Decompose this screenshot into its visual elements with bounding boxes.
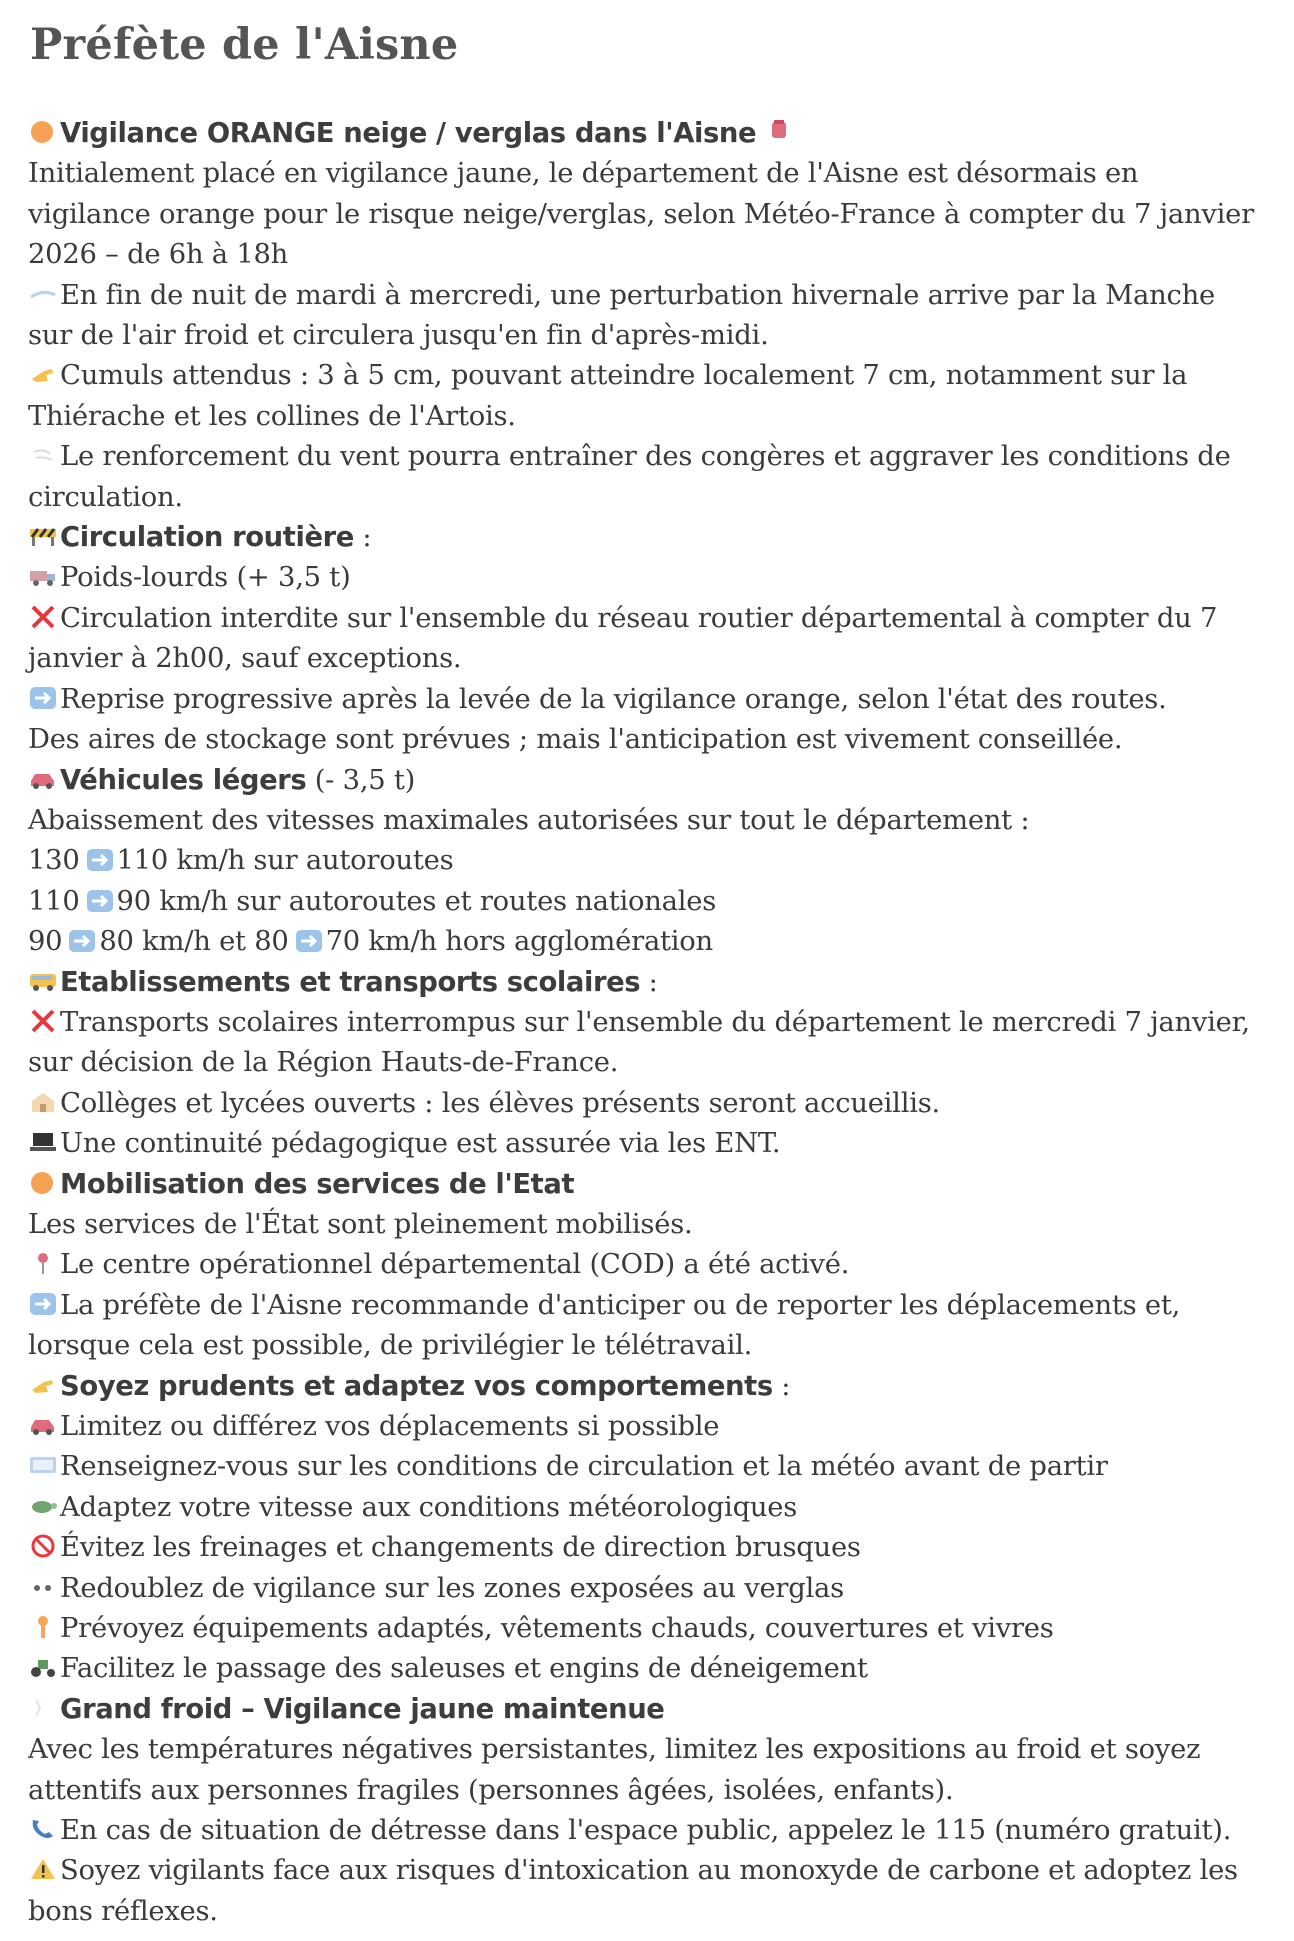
- pointing-hand-icon: [28, 361, 58, 387]
- paragraph-wind: Le renforcement du vent pourra entraîner des congères et aggraver les conditions de circulation.: [28, 441, 1231, 513]
- right-arrow-icon: [28, 685, 58, 711]
- car-icon: [28, 766, 58, 792]
- paragraph-abaissement: Abaissement des vitesses maximales autorisées sur tout le département :: [28, 804, 1030, 836]
- car-icon: [28, 1412, 58, 1438]
- pushpin-icon: [28, 1250, 58, 1276]
- heading-etablissements-scolaires: Etablissements et transports scolaires :: [28, 963, 1254, 1003]
- heading-grand-froid: Grand froid – Vigilance jaune maintenue: [28, 1690, 1254, 1730]
- prohibited-icon: [28, 1533, 58, 1559]
- truck-icon: [28, 563, 58, 589]
- advice-evitez: Évitez les freinages et changements de direction brusques: [28, 1528, 1254, 1568]
- heading-circulation-routiere: Circulation routière :: [28, 518, 1254, 558]
- eyes-icon: [28, 1574, 58, 1600]
- right-arrow-icon: [28, 1291, 58, 1317]
- key-icon: [28, 1614, 58, 1640]
- paragraph-continuite: Une continuité pédagogique est assurée via les ENT.: [28, 1124, 1254, 1164]
- advice-redoublez: Redoublez de vigilance sur les zones exposées au verglas: [28, 1569, 1254, 1609]
- paragraph-colleges: Collèges et lycées ouverts : les élèves présents seront accueillis.: [28, 1084, 1254, 1124]
- paragraph-services: Les services de l'État sont pleinement mobilisés.: [28, 1208, 693, 1240]
- cold-face-icon: [28, 1695, 58, 1721]
- speed-line-hors-agglomeration: 90 80 km/h et 80 70 km/h hors agglomération: [28, 926, 713, 958]
- paragraph-cod: Le centre opérationnel départemental (COD) a été activé.: [28, 1245, 1254, 1285]
- cross-mark-icon: [28, 1008, 58, 1034]
- school-icon: [28, 1089, 58, 1115]
- cross-mark-icon: [28, 604, 58, 630]
- paragraph-reprise: Reprise progressive après la levée de la vigilance orange, selon l'état des routes.: [28, 680, 1254, 720]
- advice-renseignez: Renseignez-vous sur les conditions de circulation et la météo avant de partir: [28, 1447, 1254, 1487]
- paragraph-transports-interrompus: Transports scolaires interrompus sur l'ensemble du département le mercredi 7 janvier, sur décision de la Région Hauts-de-France.: [28, 1006, 1250, 1079]
- right-arrow-icon: [68, 929, 96, 953]
- construction-barrier-icon: [28, 523, 58, 549]
- laptop-icon: [28, 1129, 58, 1155]
- heading-mobilisation: Mobilisation des services de l'Etat: [28, 1165, 1254, 1205]
- info-screen-icon: [28, 1452, 58, 1478]
- page-title: Préfète de l'Aisne: [30, 20, 459, 70]
- paragraph-interdiction: Circulation interdite sur l'ensemble du réseau routier départemental à compter du 7 janvier à 2h00, sauf exceptions.: [28, 602, 1218, 675]
- subheading-poids-lourds: Poids-lourds (+ 3,5 t): [28, 558, 1254, 598]
- phone-icon: [28, 1816, 58, 1842]
- turtle-icon: [28, 1493, 58, 1519]
- advice-facilitez: Facilitez le passage des saleuses et engins de déneigement: [28, 1649, 1254, 1689]
- right-arrow-icon: [86, 889, 114, 913]
- heading-soyez-prudents: Soyez prudents et adaptez vos comportements :: [28, 1367, 1254, 1407]
- paragraph-detresse: En cas de situation de détresse dans l'espace public, appelez le 115 (numéro gratuit).: [28, 1811, 1254, 1851]
- right-arrow-icon: [295, 929, 323, 953]
- advice-adaptez: Adaptez votre vitesse aux conditions météorologiques: [28, 1488, 1254, 1528]
- paragraph-monoxyde: Soyez vigilants face aux risques d'intoxication au monoxyde de carbone et adoptez les bons réflexes.: [28, 1855, 1238, 1927]
- right-arrow-icon: [86, 848, 114, 872]
- speed-line-nationales: 110 90 km/h sur autoroutes et routes nationales: [28, 885, 717, 917]
- speed-line-autoroutes: 130 110 km/h sur autoroutes: [28, 845, 454, 877]
- heading-vigilance-orange: Vigilance ORANGE neige / verglas dans l'Aisne: [28, 114, 1254, 154]
- wind-icon: [28, 442, 58, 468]
- orange-circle-icon: [28, 1170, 58, 1196]
- pointing-hand-icon: [28, 1372, 58, 1398]
- advice-limitez: Limitez ou différez vos déplacements si possible: [28, 1407, 1254, 1447]
- paragraph-temperatures: Avec les températures négatives persistantes, limitez les expositions au froid et soyez attentifs aux personnes fragiles (personnes âgées, isolées, enfants).: [28, 1734, 1201, 1806]
- school-bus-icon: [28, 968, 58, 994]
- paragraph-prefete: La préfète de l'Aisne recommande d'anticiper ou de reporter les déplacements et, lorsque cela est possible, de privilégier le télétravail.: [28, 1289, 1181, 1362]
- tractor-icon: [28, 1654, 58, 1680]
- snow-cloud-icon: [764, 116, 794, 142]
- subheading-vehicules-legers: Véhicules légers (- 3,5 t): [28, 761, 1254, 801]
- paragraph-perturbation: En fin de nuit de mardi à mercredi, une perturbation hivernale arrive par la Manche sur de l'air froid et circulera jusqu'en fin d'après-midi.: [28, 279, 1215, 352]
- paragraph-aires-stockage: Des aires de stockage sont prévues ; mais l'anticipation est vivement conseillée.: [28, 724, 1123, 756]
- snowflake-icon: [28, 281, 58, 307]
- advice-prevoyez: Prévoyez équipements adaptés, vêtements chauds, couvertures et vivres: [28, 1609, 1254, 1649]
- announcement-body: [28, 114, 1254, 1932]
- paragraph-cumuls: Cumuls attendus : 3 à 5 cm, pouvant atteindre localement 7 cm, notamment sur la Thiérache et les collines de l'Artois.: [28, 360, 1188, 432]
- orange-circle-icon: [28, 119, 58, 145]
- warning-icon: [28, 1856, 58, 1882]
- paragraph-intro: Initialement placé en vigilance jaune, le département de l'Aisne est désormais en vigilance orange pour le risque neige/verglas, selon Météo-France à compter du 7 janvier 2026 – de 6h à 18h: [28, 158, 1254, 271]
